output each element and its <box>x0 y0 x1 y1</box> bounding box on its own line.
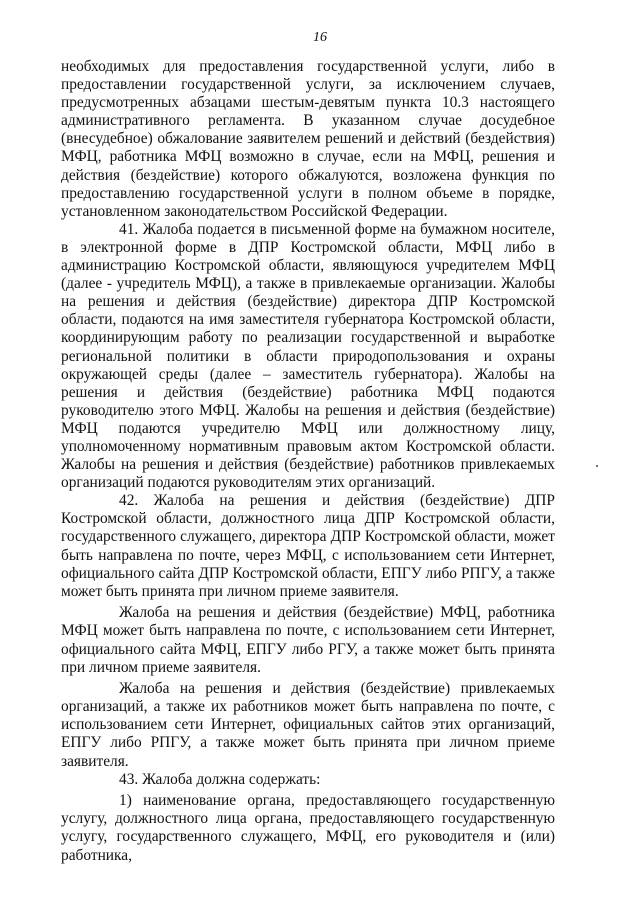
body-text <box>61 58 555 865</box>
scan-speck <box>596 465 598 467</box>
paragraph-item-42-organizations: Жалоба на решения и действия (бездействие) привлекаемых организаций, а также их работников может быть направлена по почте, с использованием сети Интернет, официальных сайтов этих организаций, ЕПГУ либо РПГУ, а также может быть принята при личном приеме заявителя. <box>61 680 555 770</box>
paragraph-continuation: необходимых для предоставления государственной услуги, либо в предоставлении государственной услуги, за исключением случаев, предусмотренных абзацами шестым-девятым пункта 10.3 настоящего административного регламента. В указанном случае досудебное (внесудебное) обжалование заявителем решений и действий (бездействия) МФЦ, работника МФЦ возможно в случае, если на МФЦ, решения и действия (бездействие) которого обжалуются, возложена функция по предоставлению государственной услуги в полном объеме в порядке, установленном законодательством Российской Федерации. <box>61 58 555 220</box>
paragraph-item-41: 41. Жалоба подается в письменной форме на бумажном носителе, в электронной форме в ДПР Костромской области, МФЦ либо в администрацию Костромской области, являющуюся учредителем МФЦ (далее - учредитель МФЦ), а также в привлекаемые организации. Жалобы на решения и действия (бездействие) директора ДПР Костромской области, подаются на имя заместителя губернатора Костромской области, координирующим работу по реализации государственной и выработке региональной политики в области природопользования и охраны окружающей среды (далее – заместитель губернатора). Жалобы на решения и действия (бездействие) работника МФЦ подаются руководителю этого МФЦ. Жалобы на решения и действия (бездействие) МФЦ подаются учредителю МФЦ или должностному лицу, уполномоченному нормативным правовым актом Костромской области. Жалобы на решения и действия (бездействие) работников привлекаемых организаций подаются руководителям этих организаций. <box>61 220 555 492</box>
paragraph-item-43: 43. Жалоба должна содержать: <box>119 770 321 788</box>
page-number: 16 <box>313 30 327 45</box>
paragraph-item-42-mfc: Жалоба на решения и действия (бездействие) МФЦ, работника МФЦ может быть направлена по почте, с использованием сети Интернет, официального сайта МФЦ, ЕПГУ либо РГУ, а также может быть принята при личном приеме заявителя. <box>61 604 555 676</box>
paragraph-item-42: 42. Жалоба на решения и действия (бездействие) ДПР Костромской области, должностного лица ДПР Костромской области, государственного служащего, директора ДПР Костромской области, может быть направлена по почте, через МФЦ, с использованием сети Интернет, официального сайта ДПР Костромской области, ЕПГУ либо РПГУ, а также может быть принята при личном приеме заявителя. <box>61 492 555 600</box>
paragraph-item-43-1: 1) наименование органа, предоставляющего государственную услугу, должностного лица органа, предоставляющего государственную услугу, государственного служащего, МФЦ, его руководителя и (или) работника, <box>61 792 555 864</box>
